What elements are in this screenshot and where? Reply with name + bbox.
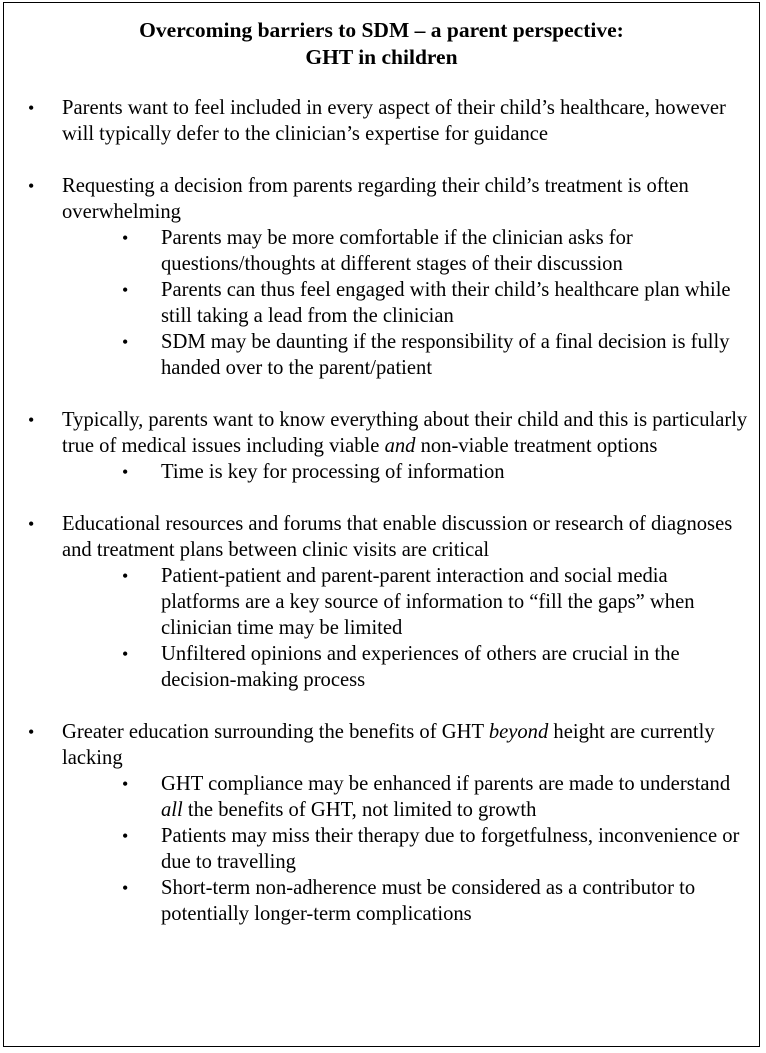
sub-bullet-text: Parents can thus feel engaged with their child’s healthcare plan while still taking a lead from the clinician xyxy=(161,279,731,327)
bullet-list xyxy=(4,95,761,953)
bullet-text: Requesting a decision from parents regarding their child’s treatment is often overwhelming xyxy=(62,175,689,223)
bullet-group-2 xyxy=(4,173,761,381)
bullet-icon: • xyxy=(122,280,129,300)
sub-bullet-item xyxy=(4,875,761,927)
sub-bullet-item xyxy=(4,277,761,329)
sub-bullet-item xyxy=(4,329,761,381)
sub-bullet-text-emphasis: all xyxy=(161,799,183,821)
bullet-icon: • xyxy=(122,228,129,248)
sub-bullet-text: Patient-patient and parent-parent interaction and social media platforms are a key source of information to “fill the gaps” when clinician time may be limited xyxy=(161,565,695,639)
bullet-item xyxy=(4,173,761,225)
bullet-icon: • xyxy=(122,774,129,794)
bullet-icon: • xyxy=(122,826,129,846)
sub-bullet-item xyxy=(4,641,761,693)
bullet-icon: • xyxy=(122,462,129,482)
bullet-text: Educational resources and forums that enable discussion or research of diagnoses and treatment plans between clinic visits are critical xyxy=(62,513,733,561)
bullet-group-3 xyxy=(4,407,761,485)
box-title xyxy=(4,17,759,71)
title-line-2: GHT in children xyxy=(305,45,458,69)
sub-bullet-text: SDM may be daunting if the responsibility of a final decision is fully handed over to the parent/patient xyxy=(161,331,730,379)
bullet-text-start: Greater education surrounding the benefits of GHT xyxy=(62,721,489,743)
bullet-group-1 xyxy=(4,95,761,147)
title-line-1: Overcoming barriers to SDM – a parent perspective: xyxy=(139,18,624,42)
bullet-text-emphasis: beyond xyxy=(488,721,549,743)
sub-bullet-text: Parents may be more comfortable if the clinician asks for questions/thoughts at different stages of their discussion xyxy=(161,227,633,275)
bullet-item xyxy=(4,407,761,459)
bullet-item xyxy=(4,95,761,147)
bullet-text-start: Typically, parents want to know everything about their child and this is particularly true of medical issues including viable xyxy=(62,409,748,457)
sub-bullet-item xyxy=(4,563,761,641)
bullet-icon: • xyxy=(28,98,35,118)
bullet-text-emphasis: and xyxy=(384,435,416,457)
sub-bullet-text: Unfiltered opinions and experiences of others are crucial in the decision-making process xyxy=(161,643,680,691)
bullet-item xyxy=(4,719,761,771)
bullet-icon: • xyxy=(28,514,35,534)
sub-bullet-item xyxy=(4,459,761,485)
bullet-icon: • xyxy=(122,644,129,664)
bullet-icon: • xyxy=(122,332,129,352)
sub-bullet-item xyxy=(4,225,761,277)
sub-bullet-text: Short-term non-adherence must be considered as a contributor to potentially longer-term complications xyxy=(161,877,696,925)
bullet-text: Parents want to feel included in every aspect of their child’s healthcare, however will typically defer to the clinician’s expertise for guidance xyxy=(62,97,726,145)
bullet-text-end: height are currently lacking xyxy=(62,721,715,769)
text-box xyxy=(3,2,760,1047)
bullet-icon: • xyxy=(28,176,35,196)
bullet-icon: • xyxy=(28,722,35,742)
bullet-group-4 xyxy=(4,511,761,693)
bullet-icon: • xyxy=(122,878,129,898)
sub-bullet-text: Time is key for processing of information xyxy=(161,461,505,483)
bullet-group-5 xyxy=(4,719,761,927)
sub-bullet-text-end: the benefits of GHT, not limited to growth xyxy=(182,799,537,821)
bullet-icon: • xyxy=(28,410,35,430)
sub-bullet-item xyxy=(4,771,761,823)
bullet-text-end: non-viable treatment options xyxy=(415,435,658,457)
sub-bullet-item xyxy=(4,823,761,875)
sub-bullet-text-start: GHT compliance may be enhanced if parents are made to understand xyxy=(161,773,731,795)
bullet-item xyxy=(4,511,761,563)
bullet-icon: • xyxy=(122,566,129,586)
sub-bullet-text: Patients may miss their therapy due to forgetfulness, inconvenience or due to travelling xyxy=(161,825,740,873)
